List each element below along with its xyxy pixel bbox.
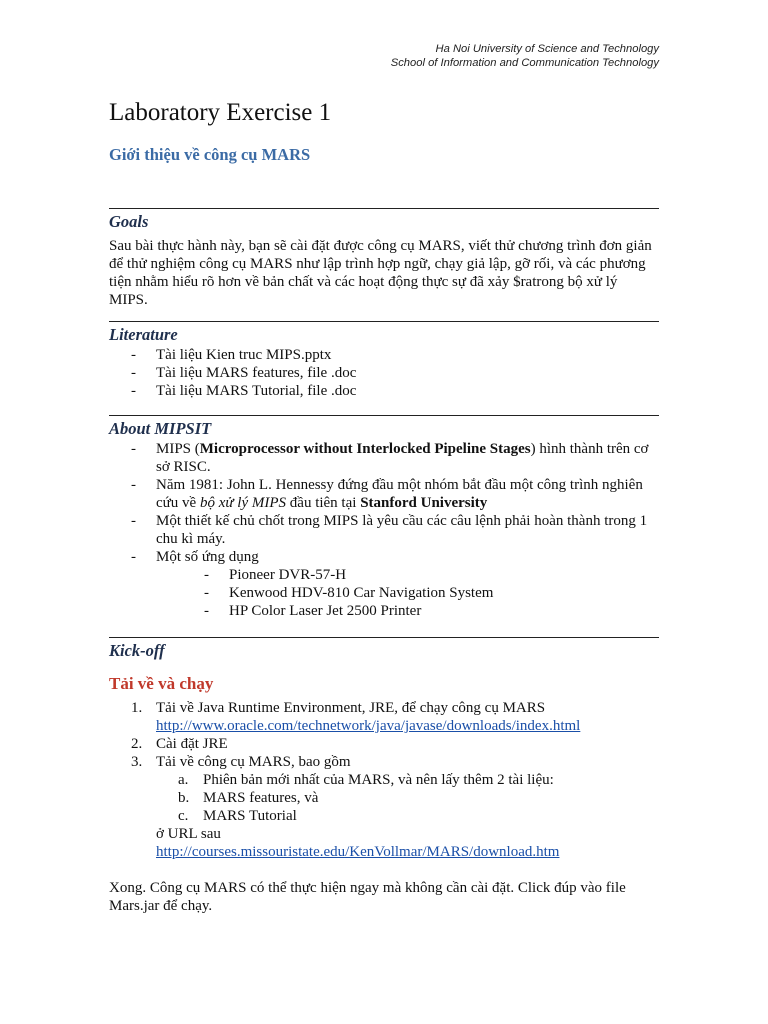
page-title: Laboratory Exercise 1 bbox=[109, 99, 332, 126]
list-item: - Tài liệu Kien truc MIPS.pptx bbox=[109, 346, 659, 364]
list-item: - Tài liệu MARS Tutorial, file .doc bbox=[109, 382, 659, 400]
literature-list bbox=[109, 346, 659, 400]
list-item: - Kenwood HDV-810 Car Navigation System bbox=[204, 584, 659, 602]
url-label: ở URL sau bbox=[156, 826, 221, 842]
page-header bbox=[391, 42, 659, 70]
goals-heading: Goals bbox=[109, 212, 149, 231]
list-item: 2. Cài đặt JRE bbox=[131, 736, 228, 752]
list-item: c. MARS Tutorial bbox=[178, 808, 297, 824]
steps-list bbox=[109, 699, 659, 861]
list-item: - Một số ứng dụng - Pioneer DVR-57-H - Kenwood HDV-810 Car Navigation System - HP Color Laser Jet 2500 Printer bbox=[109, 548, 659, 620]
goals-text: Sau bài thực hành này, bạn sẽ cài đặt được công cụ MARS, viết thử chương trình đơn giản để thử nghiệm công cụ MARS như lập trình hợp ngữ, chạy giả lập, gỡ rối, và các phương tiện nhằm hiểu rõ hơn về bản chất và các hoạt động thực sự đã xảy $ratrong bộ xử lý MIPS. bbox=[109, 238, 652, 308]
section-divider bbox=[109, 637, 659, 638]
about-list bbox=[109, 440, 659, 620]
oracle-download-link[interactable]: http://www.oracle.com/technetwork/java/javase/downloads/index.html bbox=[156, 718, 581, 734]
goals-section bbox=[109, 208, 659, 309]
section-divider bbox=[109, 415, 659, 416]
kickoff-section bbox=[109, 637, 659, 915]
about-heading: About MIPSIT bbox=[109, 419, 212, 438]
closing-text: Xong. Công cụ MARS có thể thực hiện ngay mà không cần cài đặt. Click đúp vào file Mars.jar để chạy. bbox=[109, 880, 626, 914]
literature-heading: Literature bbox=[109, 325, 178, 344]
download-heading: Tải về và chạy bbox=[109, 674, 214, 693]
list-item: - Năm 1981: John L. Hennessy đứng đầu một nhóm bắt đầu một công trình nghiên cứu về bộ xử lý MIPS đầu tiên tại Stanford University bbox=[109, 476, 659, 512]
list-item: 3. Tải về công cụ MARS, bao gồm a. Phiên bản mới nhất của MARS, và nên lấy thêm 2 tài liệu: b. MARS features, và c. MARS Tutorial ở URL sau http://courses.missouristate.edu/KenVollmar/MARS/download.htm bbox=[109, 753, 659, 861]
section-divider bbox=[109, 321, 659, 322]
literature-section bbox=[109, 321, 659, 400]
applications-list bbox=[204, 566, 659, 620]
kickoff-heading: Kick-off bbox=[109, 641, 165, 660]
school-name: School of Information and Communication Technology bbox=[390, 57, 659, 69]
mars-items-list bbox=[156, 771, 659, 825]
list-item: - Một thiết kế chủ chốt trong MIPS là yêu cầu các câu lệnh phải hoàn thành trong 1 chu kì máy. bbox=[109, 512, 659, 548]
page-subtitle: Giới thiệu về công cụ MARS bbox=[109, 145, 311, 164]
list-item: - Tài liệu MARS features, file .doc bbox=[109, 364, 659, 382]
list-item: - Pioneer DVR-57-H bbox=[204, 566, 659, 584]
list-item: - MIPS (Microprocessor without Interlocked Pipeline Stages) hình thành trên cơ sở RISC. bbox=[109, 440, 659, 476]
about-section bbox=[109, 415, 659, 620]
list-item: b. MARS features, và bbox=[178, 790, 319, 806]
list-item: 1. Tải về Java Runtime Environment, JRE, để chạy công cụ MARS http://www.oracle.com/technetwork/java/javase/downloads/index.html bbox=[131, 700, 581, 734]
section-divider bbox=[109, 208, 659, 209]
mars-download-link[interactable]: http://courses.missouristate.edu/KenVollmar/MARS/download.htm bbox=[156, 844, 560, 860]
university-name: Ha Noi University of Science and Technology bbox=[435, 43, 659, 55]
list-item: a. Phiên bản mới nhất của MARS, và nên lấy thêm 2 tài liệu: bbox=[178, 772, 554, 788]
list-item: - HP Color Laser Jet 2500 Printer bbox=[204, 602, 659, 620]
